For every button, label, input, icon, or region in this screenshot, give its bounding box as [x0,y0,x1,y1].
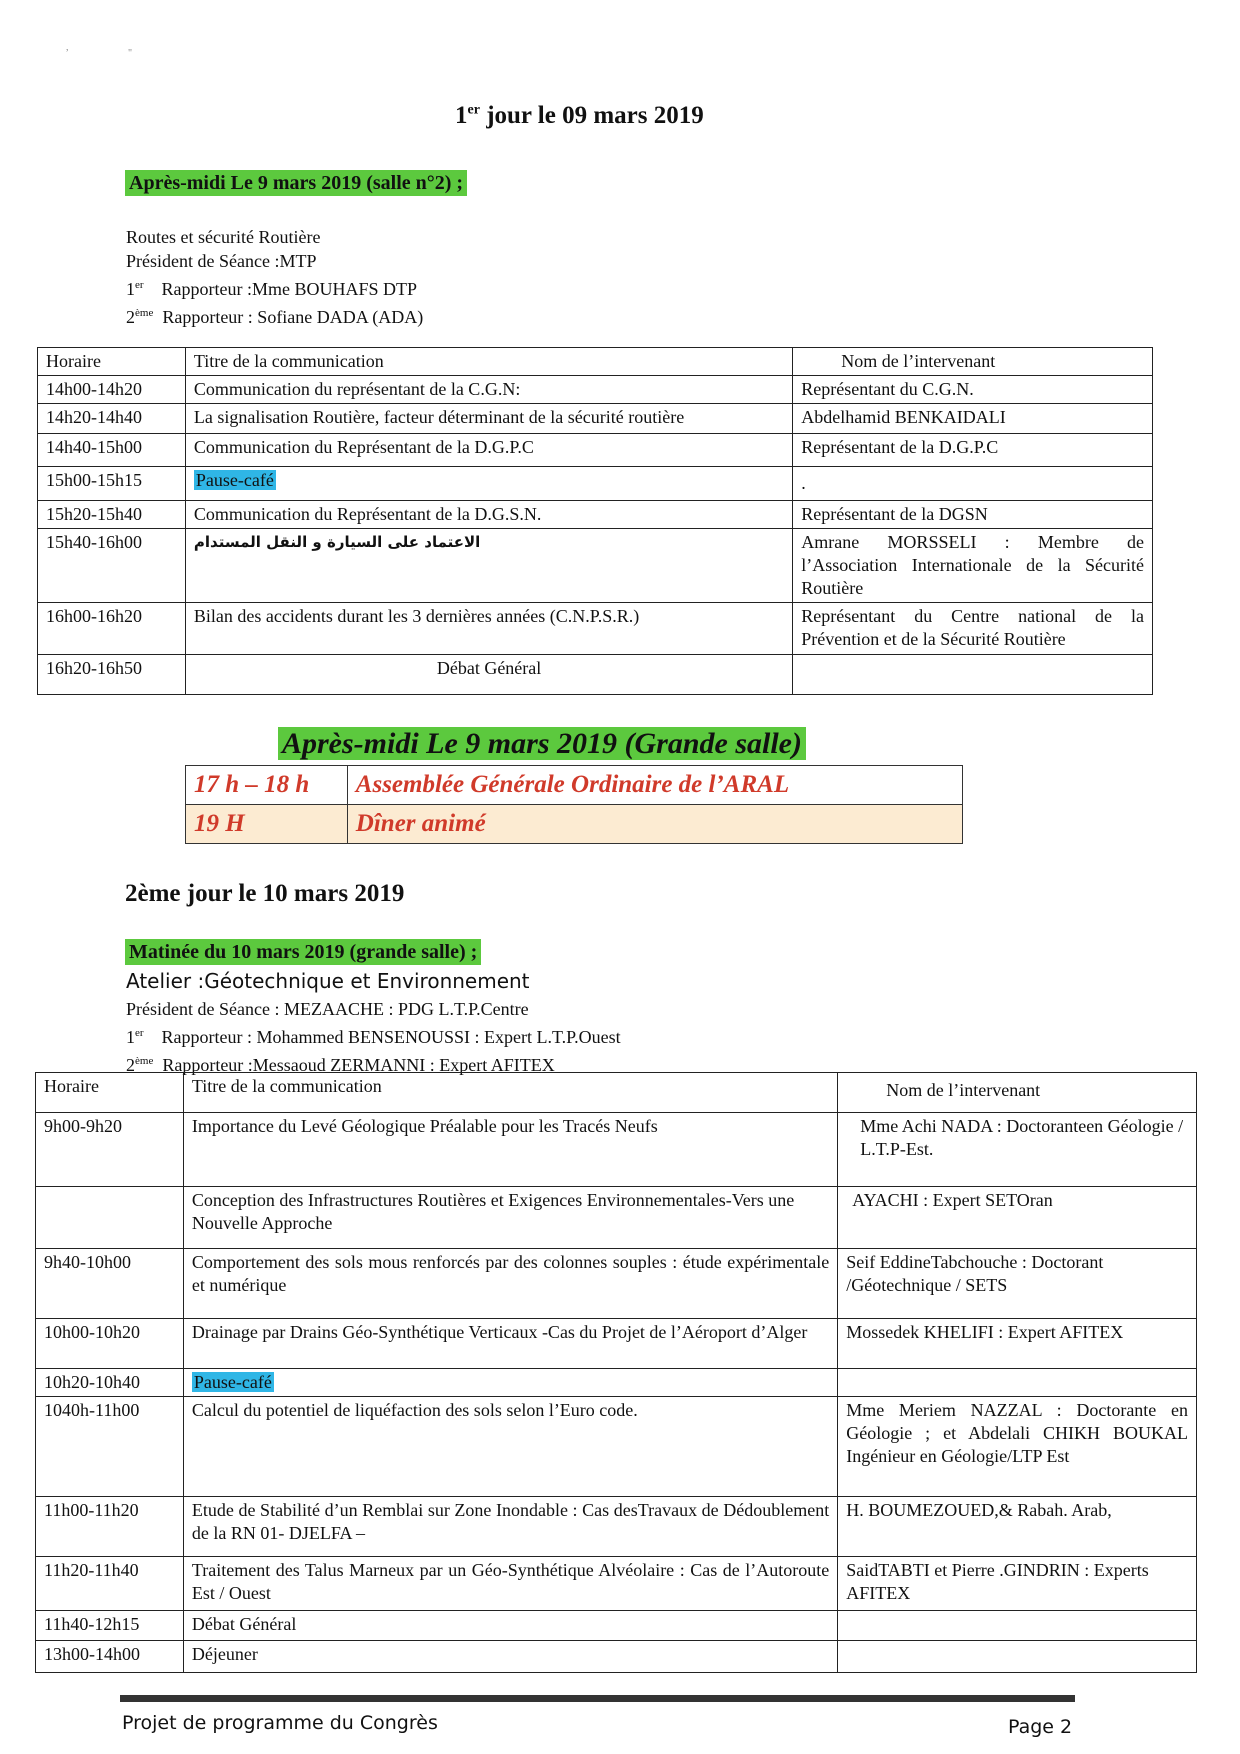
session-a-president: Président de Séance :MTP [126,251,317,271]
session-a-heading [125,172,467,195]
table-row [36,1319,1197,1369]
session-b-table [185,765,963,844]
title-cell: Communication du représentant de la C.G.N: [185,376,792,404]
title-cell: Etude de Stabilité d’un Remblai sur Zone Inondable : Cas desTravaux de Dédoublement de la RN 01- DJELFA – [183,1497,837,1557]
table-row [186,805,963,844]
table-row [36,1497,1197,1557]
speaker-cell [838,1641,1197,1673]
title-cell: Débat Général [183,1611,837,1641]
title-cell: Comportement des sols mous renforcés par des colonnes souples : étude expérimentale et numérique [183,1249,837,1319]
time-cell: 10h20-10h40 [36,1369,184,1397]
speaker-cell: Représentant du C.G.N. [793,376,1153,404]
table-row [36,1249,1197,1319]
header-cell: Horaire [38,348,186,376]
day2-info [126,997,621,1077]
page-number: Page 2 [1008,1716,1073,1738]
table-row [36,1187,1197,1249]
table-row [36,1641,1197,1673]
table-header-row [38,348,1153,376]
table-row [36,1113,1197,1187]
day2-rapporteur-1: 1er Rapporteur : Mohammed BENSENOUSSI : Expert L.T.P.Ouest [126,1027,621,1047]
time-cell: 19 H [186,805,348,844]
day2-heading-text: Matinée du 10 mars 2019 (grande salle) ; [125,939,481,965]
table-row [38,529,1153,603]
day1-title-num: 1 [455,102,468,129]
day2-heading [125,941,481,964]
title-cell [185,529,792,603]
table-row [38,376,1153,404]
title-cell: Communication du Représentant de la D.G.S.N. [185,501,792,529]
time-cell: 11h00-11h20 [36,1497,184,1557]
pause-cafe-highlight: Pause-café [195,470,274,490]
table-row [38,434,1153,467]
title-cell: Conception des Infrastructures Routières et Exigences Environnementales-Vers une Nouvelle Approche [183,1187,837,1249]
day1-title [455,102,704,130]
arabic-title: الاعتماد على السيارة و النقل المستدام [193,533,481,551]
header-cell: Horaire [36,1073,184,1113]
session-a-table [37,347,1153,695]
speaker-cell: H. BOUMEZOUED,& Rabah. Arab, [838,1497,1197,1557]
speaker-cell: Représentant du Centre national de la Prévention et de la Sécurité Routière [793,603,1153,655]
time-cell: 14h40-15h00 [38,434,186,467]
title-cell: Débat Général [185,655,792,695]
header-cell: Nom de l’intervenant [838,1073,1197,1113]
title-cell: Déjeuner [183,1641,837,1673]
header-cell: Nom de l’intervenant [793,348,1153,376]
scan-mark: , [66,42,69,53]
speaker-cell [793,655,1153,695]
time-cell: 11h40-12h15 [36,1611,184,1641]
table-header-row [36,1073,1197,1113]
time-cell: 17 h – 18 h [186,766,348,805]
day2-atelier: Atelier :Géotechnique et Environnement [126,969,530,993]
speaker-cell: Abdelhamid BENKAIDALI [793,404,1153,434]
table-row [38,404,1153,434]
title-cell: Traitement des Talus Marneux par un Géo-Synthétique Alvéolaire : Cas de l’Autoroute Est / Ouest [183,1557,837,1611]
session-b-heading-text: Après-midi Le 9 mars 2019 (Grande salle) [278,727,806,760]
time-cell: 16h00-16h20 [38,603,186,655]
speaker-cell: Mme Achi NADA : Doctoranteen Géologie / L.T.P-Est. [838,1113,1197,1187]
speaker-cell: . [793,467,1153,501]
title-cell: La signalisation Routière, facteur déterminant de la sécurité routière [185,404,792,434]
time-cell: 9h00-9h20 [36,1113,184,1187]
day2-rapporteur-2: 2ème Rapporteur :Messaoud ZERMANNI : Expert AFITEX [126,1055,555,1075]
time-cell: 15h00-15h15 [38,467,186,501]
title-cell: Importance du Levé Géologique Préalable pour les Tracés Neufs [183,1113,837,1187]
table-row [38,603,1153,655]
title-cell [185,467,792,501]
day2-president: Président de Séance : MEZAACHE : PDG L.T.P.Centre [126,999,529,1019]
footer-divider [120,1695,1075,1702]
time-cell: 14h00-14h20 [38,376,186,404]
header-cell: Titre de la communication [183,1073,837,1113]
title-cell: Drainage par Drains Géo-Synthétique Verticaux -Cas du Projet de l’Aéroport d’Alger [183,1319,837,1369]
table-row [186,766,963,805]
table-row [38,467,1153,501]
table-row [38,501,1153,529]
session-a-theme: Routes et sécurité Routière [126,227,321,247]
time-cell: 9h40-10h00 [36,1249,184,1319]
table-row [36,1397,1197,1497]
title-cell: Bilan des accidents durant les 3 dernières années (C.N.P.S.R.) [185,603,792,655]
day2-table [35,1072,1197,1673]
session-a-info [126,225,423,329]
speaker-cell: Représentant de la DGSN [793,501,1153,529]
speaker-cell: Mossedek KHELIFI : Expert AFITEX [838,1319,1197,1369]
title-cell: Communication du Représentant de la D.G.P.C [185,434,792,467]
speaker-cell: Mme Meriem NAZZAL : Doctorante en Géologie ; et Abdelali CHIKH BOUKAL Ingénieur en Géologie/LTP Est [838,1397,1197,1497]
header-cell: Titre de la communication [185,348,792,376]
speaker-cell: Représentant de la D.G.P.C [793,434,1153,467]
speaker-cell [838,1611,1197,1641]
time-cell: 15h20-15h40 [38,501,186,529]
session-a-rapporteur-1: 1er Rapporteur :Mme BOUHAFS DTP [126,279,418,299]
speaker-cell: AYACHI : Expert SETOran [838,1187,1197,1249]
time-cell [36,1187,184,1249]
speaker-cell: Seif EddineTabchouche : Doctorant /Géotechnique / SETS [838,1249,1197,1319]
session-a-heading-text: Après-midi Le 9 mars 2019 (salle n°2) ; [125,170,467,196]
title-cell [183,1369,837,1397]
day1-title-rest: jour le 09 mars 2019 [479,102,704,129]
speaker-cell: SaidTABTI et Pierre .GINDRIN : Experts AFITEX [838,1557,1197,1611]
session-b-heading [278,727,806,761]
table-row [38,655,1153,695]
table-row [36,1369,1197,1397]
title-cell: Assemblée Générale Ordinaire de l’ARAL [347,766,962,805]
footer-left: Projet de programme du Congrès [122,1712,438,1734]
scan-mark: " [128,48,133,59]
speaker-cell [838,1369,1197,1397]
time-cell: 1040h-11h00 [36,1397,184,1497]
time-cell: 10h00-10h20 [36,1319,184,1369]
speaker-cell: Amrane MORSSELI : Membre de l’Association Internationale de la Sécurité Routière [793,529,1153,603]
table-row [36,1611,1197,1641]
time-cell: 15h40-16h00 [38,529,186,603]
day1-title-sup: er [467,102,480,118]
day2-title: 2ème jour le 10 mars 2019 [125,880,405,907]
time-cell: 13h00-14h00 [36,1641,184,1673]
time-cell: 14h20-14h40 [38,404,186,434]
time-cell: 11h20-11h40 [36,1557,184,1611]
title-cell: Calcul du potentiel de liquéfaction des sols selon l’Euro code. [183,1397,837,1497]
title-cell: Dîner animé [347,805,962,844]
table-row [36,1557,1197,1611]
session-a-rapporteur-2: 2ème Rapporteur : Sofiane DADA (ADA) [126,307,424,327]
time-cell: 16h20-16h50 [38,655,186,695]
pause-cafe-highlight: Pause-café [193,1372,272,1392]
